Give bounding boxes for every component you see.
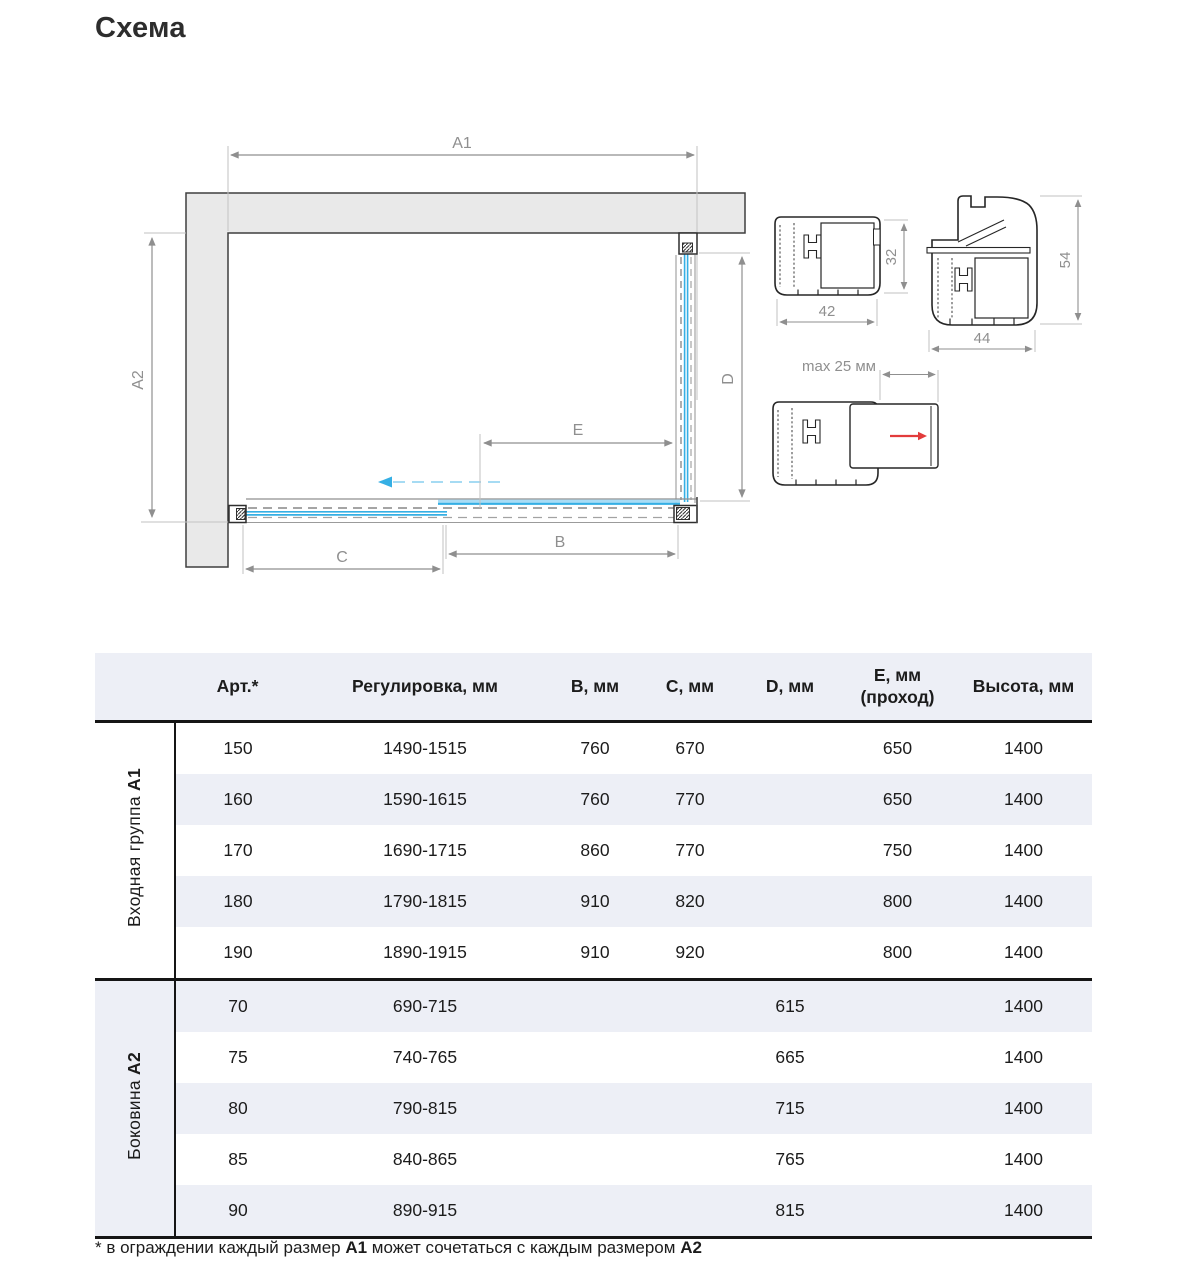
cell [740, 774, 840, 825]
cell: 910 [580, 942, 610, 962]
cell [840, 980, 955, 1033]
cell: 75 [228, 1047, 248, 1067]
cell [640, 1185, 740, 1238]
cell: 85 [228, 1149, 248, 1169]
header-d: D, мм [740, 653, 840, 722]
dim-label-54: 54 [1057, 251, 1074, 269]
group-a2 [95, 980, 1092, 1238]
cell: 1400 [1004, 1047, 1043, 1067]
cell [840, 1185, 955, 1238]
cell: 1400 [1004, 840, 1043, 860]
dim-label-32: 32 [883, 248, 900, 266]
cell: 860 [580, 840, 610, 860]
cell: 90 [175, 1185, 300, 1238]
glass-side-panel [676, 233, 697, 503]
cell: 1400 [955, 980, 1092, 1033]
wall [186, 193, 745, 567]
cell: 1400 [955, 876, 1092, 927]
cell [840, 1032, 955, 1083]
cell [840, 1134, 955, 1185]
cell: 1790-1815 [300, 876, 550, 927]
dim-label-44: 44 [973, 330, 991, 347]
cell: 765 [775, 1149, 805, 1169]
header-b: В, мм [550, 653, 640, 722]
table-header [95, 653, 1092, 722]
cell [550, 1134, 640, 1185]
footnote: * в ограждении каждый размер А1 может сочетаться с каждым размером А2 [95, 1238, 702, 1257]
cell: 740-765 [392, 1047, 458, 1067]
cell: 1890-1915 [383, 942, 467, 962]
cell: 715 [740, 1083, 840, 1134]
table-row [95, 825, 1092, 876]
cell: 820 [640, 876, 740, 927]
cell [640, 1134, 740, 1185]
cell: 1400 [1004, 942, 1043, 962]
table-row [95, 1185, 1092, 1238]
cell: 770 [675, 840, 705, 860]
table-row [95, 1134, 1092, 1185]
cell [550, 1185, 640, 1238]
cell [740, 722, 840, 775]
cell: 770 [640, 774, 740, 825]
dim-label-a2: A2 [130, 370, 147, 390]
group-label-a1: Входная группа А1 [95, 722, 175, 980]
cell [740, 927, 840, 980]
slide-direction-arrow [378, 477, 502, 488]
header-e: Е, мм (проход) [840, 653, 955, 722]
cell [640, 1032, 740, 1083]
cell [640, 1083, 740, 1134]
dimension-b [446, 525, 678, 559]
group-label-a2: Боковина А2 [95, 980, 175, 1238]
cell: 840-865 [392, 1149, 458, 1169]
dim-label-a1: A1 [452, 135, 472, 152]
cell: 1490-1515 [383, 738, 467, 758]
table-row [95, 980, 1092, 1033]
cell: 190 [223, 942, 253, 962]
cell: 1400 [955, 774, 1092, 825]
cell: 150 [223, 738, 253, 758]
dimension-d [699, 253, 750, 501]
cell: 690-715 [300, 980, 550, 1033]
table-row [95, 722, 1092, 775]
dim-label-b: B [554, 534, 566, 551]
cell: 760 [580, 738, 610, 758]
table-row [95, 774, 1092, 825]
cell: 650 [840, 774, 955, 825]
cell: 910 [550, 876, 640, 927]
cell: 760 [550, 774, 640, 825]
dim-label-e: E [572, 422, 584, 439]
table-row [95, 1032, 1092, 1083]
dimension-e [480, 422, 672, 508]
cell: 665 [775, 1047, 805, 1067]
cell: 180 [175, 876, 300, 927]
cell [550, 980, 640, 1033]
glass-fixed-bottom [438, 500, 680, 503]
cell: 70 [175, 980, 300, 1033]
profile-section-44x54 [927, 196, 1082, 352]
dimension-c [243, 525, 443, 574]
dim-label-max25: max 25 мм [802, 358, 876, 375]
cell: 1400 [955, 1185, 1092, 1238]
header-height: Высота, мм [955, 653, 1092, 722]
cell: 650 [882, 738, 913, 758]
header-adjustment: Регулировка, мм [300, 653, 550, 722]
header-art: Арт.* [175, 653, 300, 722]
cell: 615 [740, 980, 840, 1033]
header-c: С, мм [640, 653, 740, 722]
dim-label-d: D [720, 373, 737, 385]
profile-section-42x32 [775, 217, 908, 326]
cell [640, 980, 740, 1033]
bottom-track [229, 497, 697, 523]
cell: 920 [675, 942, 705, 962]
cell [740, 825, 840, 876]
cell: 160 [175, 774, 300, 825]
table-row [95, 1083, 1092, 1134]
table-row [95, 927, 1092, 980]
cell [740, 876, 840, 927]
cell: 790-815 [300, 1083, 550, 1134]
profile-adjustment [773, 358, 938, 485]
header-corner [95, 653, 175, 722]
cell: 890-915 [300, 1185, 550, 1238]
cell: 1690-1715 [383, 840, 467, 860]
cell: 80 [175, 1083, 300, 1134]
cell: 750 [882, 840, 913, 860]
cell [550, 1083, 640, 1134]
cell: 815 [740, 1185, 840, 1238]
cell: 670 [675, 738, 705, 758]
spec-table [95, 653, 1092, 1239]
cell: 170 [223, 840, 253, 860]
cell [550, 1032, 640, 1083]
cell: 800 [840, 876, 955, 927]
cell: 1400 [1004, 1149, 1043, 1169]
dimension-a1 [228, 135, 697, 400]
group-a1 [95, 722, 1092, 980]
dim-label-c: C [336, 549, 348, 566]
page-title: Схема [95, 12, 186, 44]
cell: 1590-1615 [300, 774, 550, 825]
cell: 800 [882, 942, 913, 962]
dim-label-42: 42 [818, 303, 836, 320]
table-row [95, 876, 1092, 927]
cell: 1400 [955, 1083, 1092, 1134]
cell [840, 1083, 955, 1134]
cell: 1400 [1004, 738, 1043, 758]
